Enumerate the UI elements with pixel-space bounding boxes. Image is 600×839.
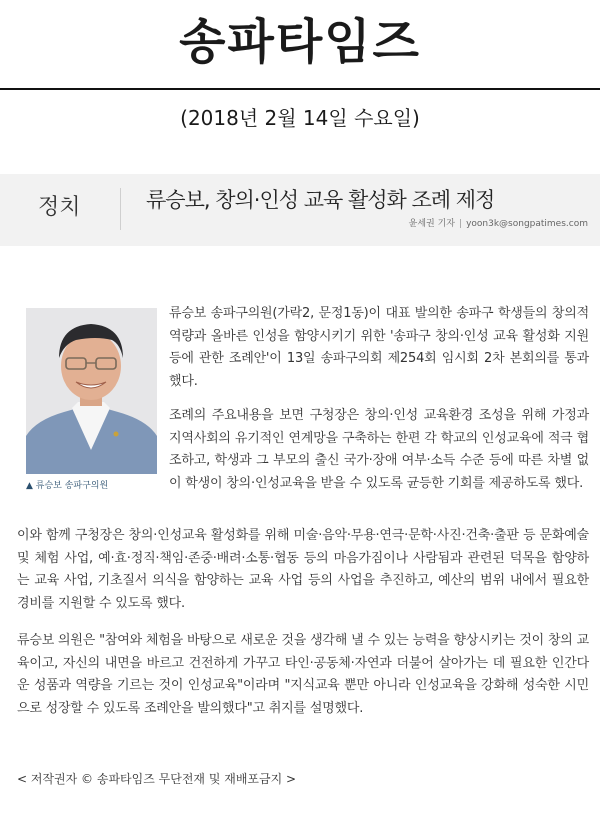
masthead-divider — [0, 88, 600, 90]
byline — [409, 218, 588, 230]
portrait-image — [26, 308, 157, 474]
article-paragraph-3: 이와 함께 구청장은 창의·인성교육 활성화를 위해 미술·음악·무용·연극·문학·사진·건축·출판 등 문화예술 및 체험 사업, 예·효·정직·책임·존중·배려·소통·협동 등의 마음가짐이나 사람됨과 관련된 덕목을 함양하는 교육 사업, 기초질서 의식을 함양하는 교육 사업 등의 사업을 추진하고, 예산의 범위 내에서 필요한 경비를 지원할 수 있도록 했다. — [17, 528, 589, 611]
article-paragraph-4: 류승보 의원은 "참여와 체험을 바탕으로 새로운 것을 생각해 낼 수 있는 능력을 향상시키는 것이 창의 교육이고, 자신의 내면을 바르고 건전하게 가꾸고 타인·공동체·자연과 더불어 살아가는 데 필요한 인간다운 성품과 역량을 기르는 것이 인성교육"이라며 "지식교육 뿐만 아니라 인성교육을 강화해 성숙한 시민으로 성장할 수 있도록 조례안을 발의했다"고 취지를 설명했다. — [17, 633, 589, 716]
article-photo — [26, 308, 157, 474]
photo-caption: ▲ 류승보 송파구의원 — [26, 481, 109, 491]
article-header — [0, 174, 600, 246]
newspaper-logo: 송파타임즈 — [179, 14, 421, 70]
reporter-email[interactable]: yoon3k@songpatimes.com — [466, 219, 588, 229]
reporter-name: 윤세권 기자 — [408, 219, 456, 229]
masthead — [0, 0, 600, 88]
copyright-notice: < 저작권자 © 송파타임즈 무단전재 및 재배포금지 > — [17, 772, 297, 786]
article-paragraph-2: 조례의 주요내용을 보면 구청장은 창의·인성 교육환경 조성을 위해 가정과 지역사회의 유기적인 연계망을 구축하는 한편 각 학교의 인성교육에 적극 협조하고, 학생과 그 부모의 출신 국가·장애 여부·소득 수준 등에 따른 차별 없이 학생이 창의·인성교육을 받을 수 있도록 균등한 기회를 제공하도록 했다. — [169, 408, 589, 491]
publication-date: (2018년 2월 14일 수요일) — [180, 106, 420, 130]
header-divider — [120, 188, 121, 230]
byline-separator: | — [459, 219, 463, 229]
article-headline: 류승보, 창의·인성 교육 활성화 조례 제정 — [146, 188, 495, 212]
article-paragraph-1: 류승보 송파구의원(가락2, 문정1동)이 대표 발의한 송파구 학생들의 창의적 역량과 올바른 인성을 함양시키기 위한 '송파구 창의·인성 교육 활성화 지원 등에 관한 조례안'이 13일 송파구의회 제254회 임시회 2차 본회의를 통과했다. — [169, 306, 589, 389]
section-label: 정치 — [38, 195, 81, 220]
